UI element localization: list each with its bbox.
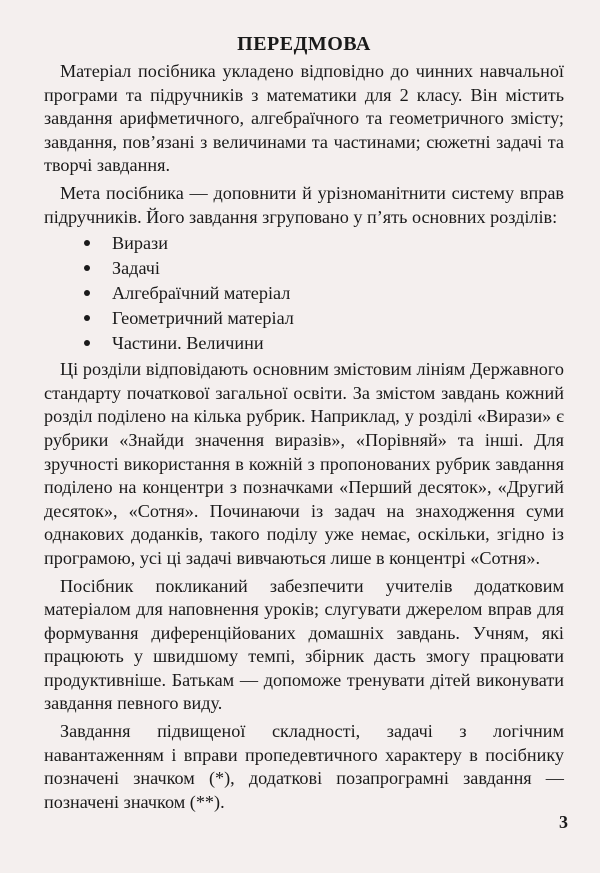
bullet-icon — [84, 240, 90, 246]
intro-paragraph: Матеріал посібника укладено відповідно до чинних навчальної програми та підручників з математики для 2 класу. Він містить завдання арифметичного, алгебраїчного та геометричного змісту; завдання, пов’язані з величинами та частинами; сюжетні задачі та творчі завдання. — [44, 61, 564, 176]
purpose-paragraph: Мета посібника — доповнити й урізноманітнити систему вправ підручників. Його завдання згруповано у п’ять основних розділів: — [44, 182, 564, 227]
list-item — [44, 231, 564, 256]
list-item — [44, 256, 564, 281]
bullet-icon — [84, 315, 90, 321]
list-item — [44, 306, 564, 331]
list-item-label: Вирази — [112, 233, 168, 254]
notation-paragraph: Завдання підвищеної складності, задачі з логічним навантаженням і вправи пропедевтичного характеру в посібнику позначені значком (*), додаткові позапрограмні завдання — позначені значком (**). — [44, 721, 564, 812]
bullet-icon — [84, 265, 90, 271]
page-number: 3 — [559, 812, 568, 832]
list-item-label: Геометричний матеріал — [112, 308, 294, 329]
list-item — [44, 281, 564, 306]
sections-list — [44, 231, 564, 356]
bullet-icon — [84, 340, 90, 346]
list-item — [44, 331, 564, 356]
list-item-label: Задачі — [112, 258, 160, 279]
page-title: ПЕРЕДМОВА — [237, 33, 371, 55]
structure-paragraph: Ці розділи відповідають основним змістовим лініям Державного стандарту початкової загальної освіти. За змістом завдань кожний розділ поділено на кілька рубрик. Наприклад, у розділі «Вирази» є рубрики «Знайди значення виразів», «Порівняй» та інші. Для зручності використання в кожній з пропонованих рубрик завдання поділено на концентри з позначками «Перший десяток», «Другий десяток», «Сотня». Починаючи із задач на знаходження суми однакових доданків, такого поділу уже немає, оскільки, згідно із програмою, усі ці задачі вивчаються лише в концентрі «Сотня». — [44, 359, 564, 568]
bullet-icon — [84, 290, 90, 296]
list-item-label: Алгебраїчний матеріал — [112, 283, 291, 304]
list-item-label: Частини. Величини — [112, 333, 264, 354]
usage-paragraph: Посібник покликаний забезпечити учителів додатковим матеріалом для наповнення уроків; слугувати джерелом вправ для формування диференційованих домашніх завдань. Учням, які працюють у швидшому темпі, збірник дасть змогу працювати продуктивніше. Батькам — допоможе тренувати дітей виконувати завдання певного виду. — [44, 575, 564, 714]
